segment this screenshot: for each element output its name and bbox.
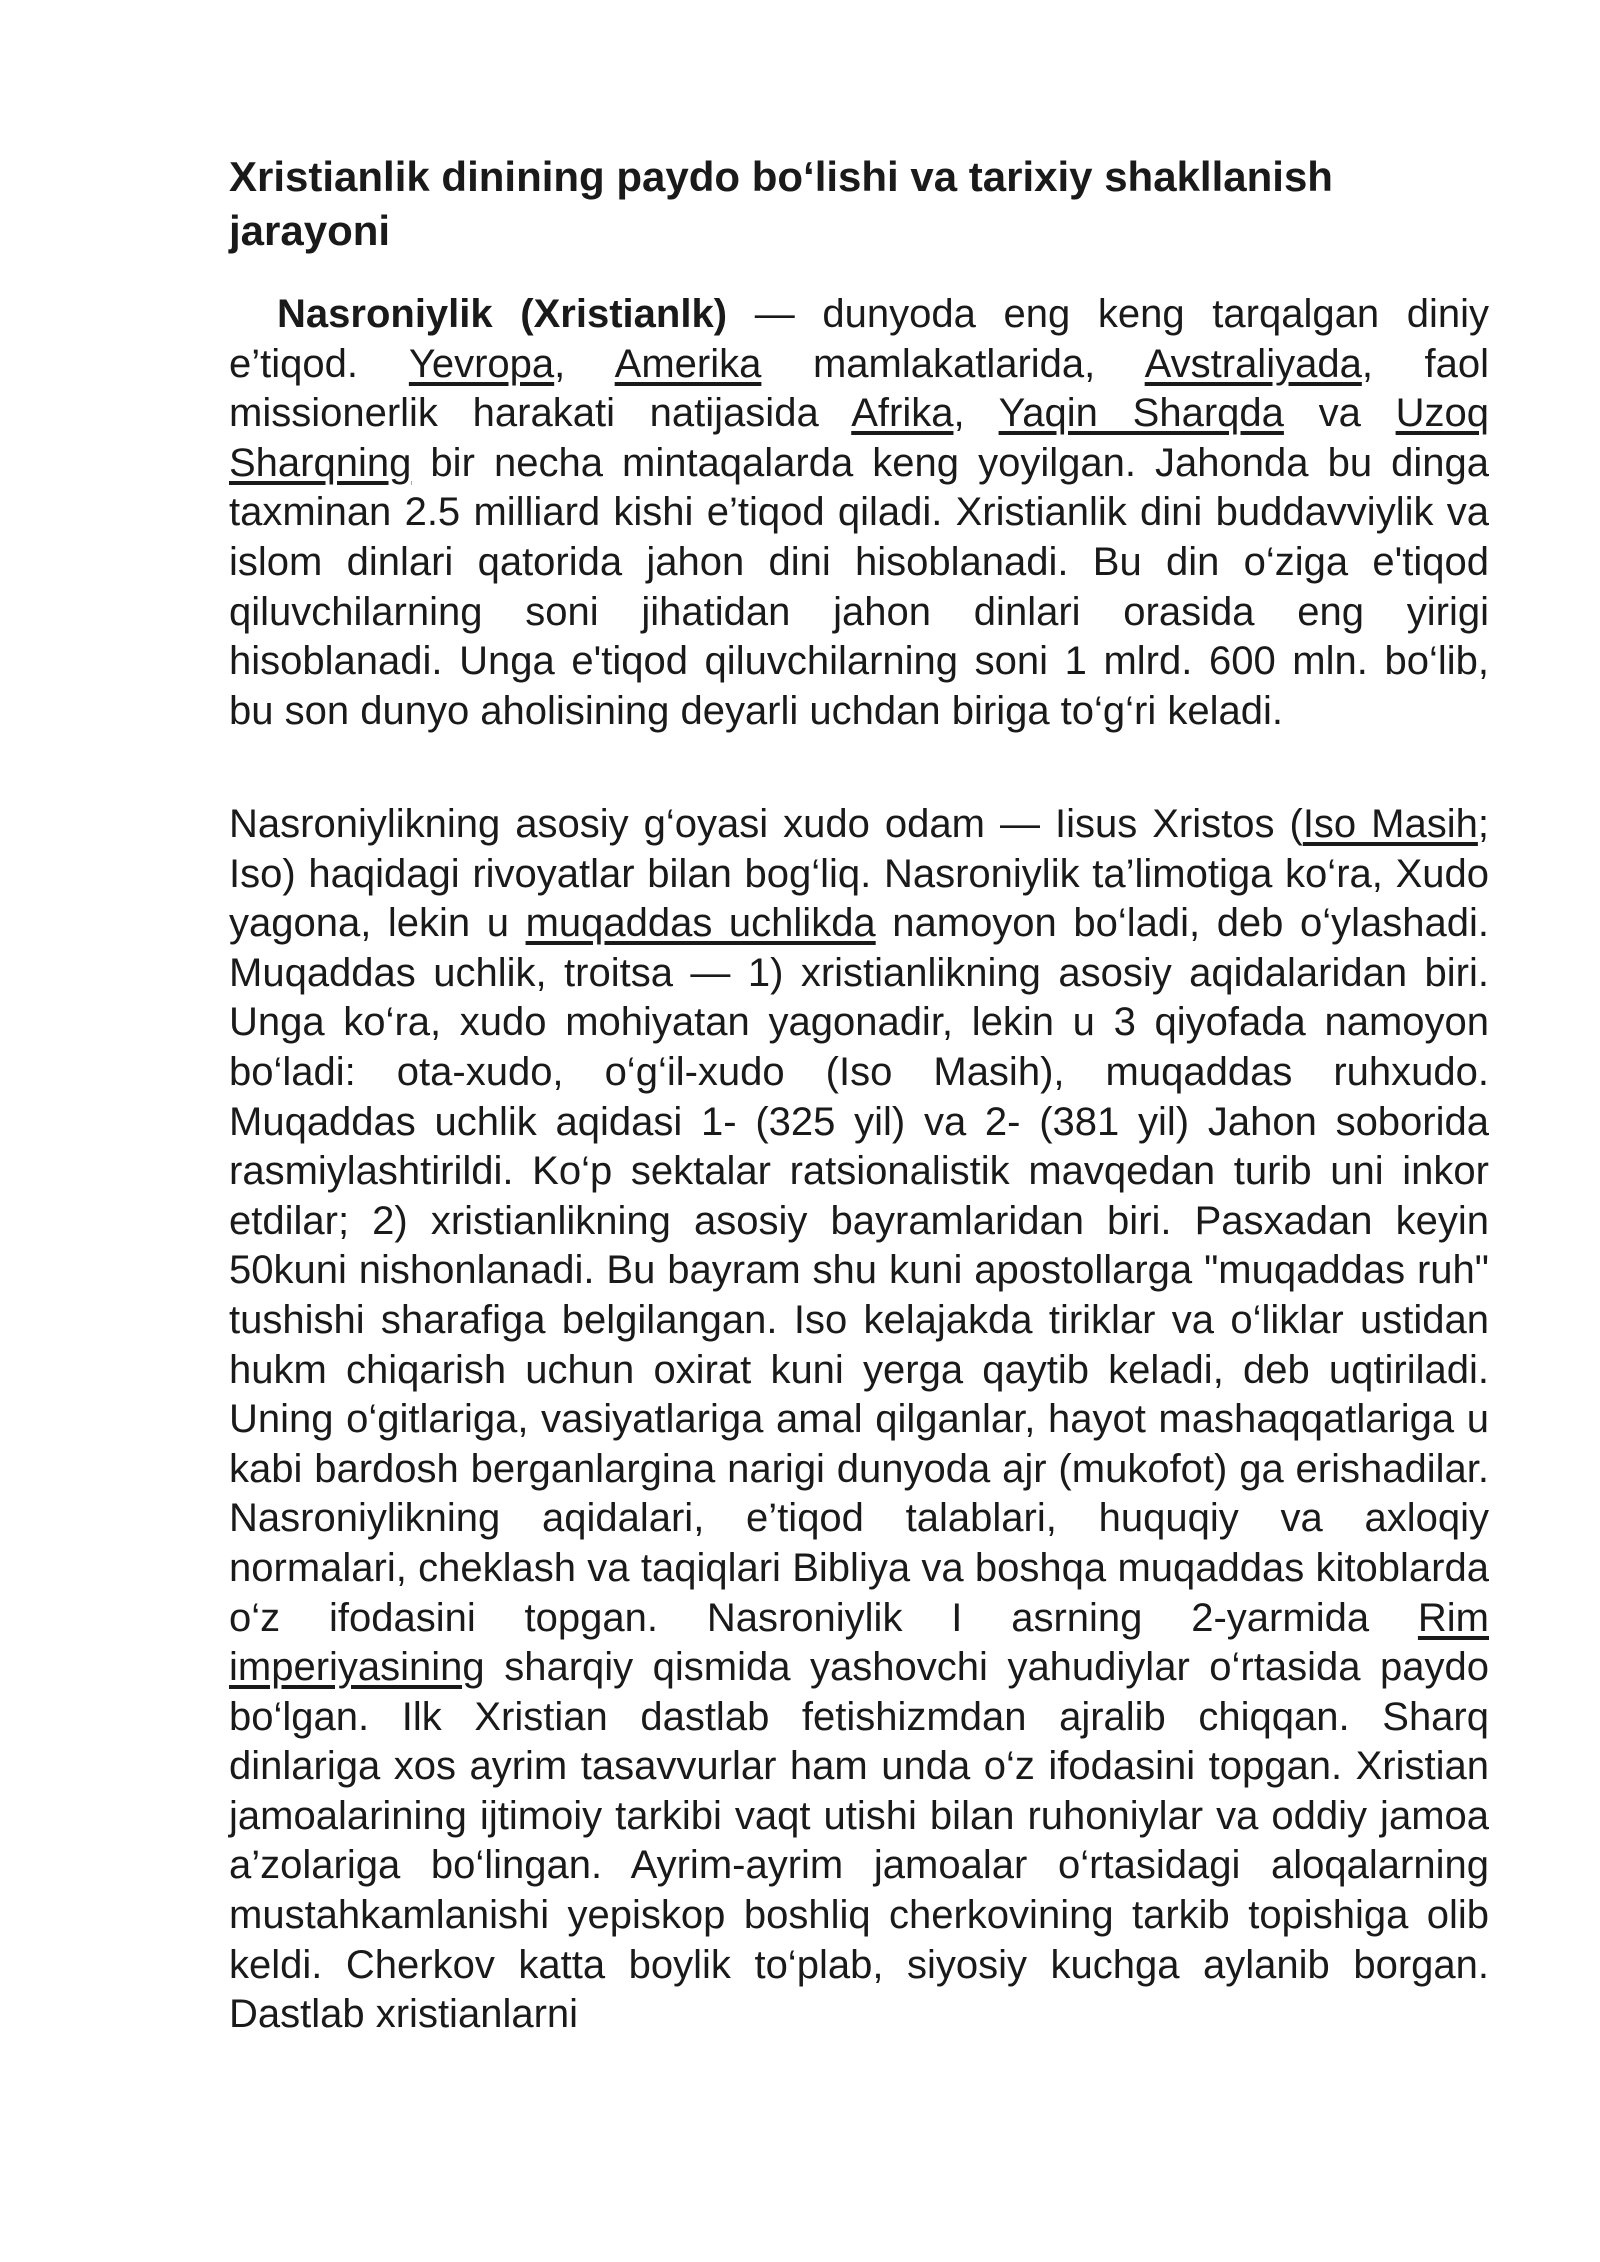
link-rim-imperiyasi[interactable]: Rim imperiyasining (229, 1595, 1489, 1690)
link-afrika[interactable]: Afrika (851, 391, 954, 436)
text-span: sharqiy qismida yashovchi yahudiylar o‘rtasida paydo bo‘lgan. Ilk Xristian dastlab fetishizmdan ajralib chiqqan. Sharq dinlariga xos ayrim tasavvurlar ham unda o‘z ifodasini topgan. Xristian jamoalarining ijtimoiy tarkibi vaqt utishi bilan ruhoniylar va oddiy jamoa a’zolariga bo‘lingan. Ayrim-ayrim jamoalar o‘rtasidagi aloqalarning mustahkamlanishi yepiskop boshliq cherkovining tarkib topishiga olib keldi. Cherkov katta boylik to‘plab, siyosiy kuchga aylanib borgan. Dastlab xristianlarni (229, 1645, 1489, 2037)
text-span: namoyon bo‘ladi, deb o‘ylashadi. Muqaddas uchlik, troitsa — 1) xristianlikning asosiy aqidalaridan biri. Unga ko‘ra, xudo mohiyatan yagonadir, lekin u 3 qiyofada namoyon bo‘ladi: ota-xudo, o‘g‘il-xudo (Iso Masih), muqaddas ruhxudo. Muqaddas uchlik aqidasi 1- (325 yil) va 2- (381 yil) Jahon soborida rasmiylashtirildi. Ko‘p sektalar ratsionalistik mavqedan turib uni inkor etdilar; 2) xristianlikning asosiy bayramlaridan biri. Pasxadan keyin 50kuni nishonlanadi. Bu bayram shu kuni apostollarga "muqaddas ruh" tushishi sharafiga belgilangan. Iso kelajakda tiriklar va o‘liklar ustidan hukm chiqarish uchun oxirat kuni yerga qaytib keladi, deb uqtiriladi. Uning o‘gitlariga, vasiyatlariga amal qilganlar, hayot mashaqqatlariga u kabi bardosh berganlargina narigi dunyoda ajr (mukofot) ga erishadilar. Nasroniylikning aqidalari, e’tiqod talablari, huquqiy va axloqiy normalari, cheklash va taqiqlari Bibliya va boshqa muqaddas kitoblarda o‘z ifodasini topgan. Nasroniylik I asrning 2-yarmida (229, 901, 1489, 1640)
text-span: mamlakatlarida, (761, 341, 1145, 386)
paragraph-1 (229, 290, 1489, 736)
document-title: Xristianlik dinining paydo bo‘lishi va tarixiy shakllanish jarayoni (229, 153, 1333, 254)
link-yaqin-sharq[interactable]: Yaqin Sharqda (998, 391, 1284, 436)
text-span: Nasroniylikning asosiy g‘oyasi xudo odam — Iisus Xristos ( (229, 802, 1303, 846)
link-iso-masih[interactable]: Iso Masih (1302, 802, 1478, 846)
link-amerika[interactable]: Amerika (614, 341, 762, 386)
text-span: — dunyoda eng keng tarqalgan diniy e’tiqod. (229, 292, 1489, 386)
text-span: , (953, 391, 999, 436)
link-avstraliya[interactable]: Avstraliyada (1144, 341, 1362, 386)
text-span: , faol missionerlik harakati natijasida (229, 341, 1490, 436)
link-uzoq-sharq[interactable]: Uzoq Sharqning (229, 391, 1489, 485)
link-yevropa[interactable]: Yevropa (408, 341, 555, 386)
text-span: va (1283, 391, 1396, 436)
text-span: ; Iso) haqidagi rivoyatlar bilan bog‘liq. Nasroniylik ta’limotiga ko‘ra, Xudo yagona, lekin u (229, 802, 1490, 946)
term-nasroniylik: Nasroniylik (Xristianlk) (277, 292, 728, 336)
text-span: bir necha mintaqalarda keng yoyilgan. Jahonda bu dinga taxminan 2.5 milliard kishi e’tiqod qiladi. Xristianlik dini buddavviylik va islom dinlari qatorida jahon dini hisoblanadi. Bu din o‘ziga e'tiqod qiluvchilarning soni jihatidan jahon dinlari orasida eng yirigi hisoblanadi. Unga e'tiqod qiluvchilarning soni 1 mlrd. 600 mln. bo‘lib, bu son dunyo aholisining deyarli uchdan biriga to‘g‘ri keladi. (229, 440, 1489, 733)
link-muqaddas-uchlik[interactable]: muqaddas uchlikda (525, 901, 876, 946)
paragraph-2 (229, 800, 1489, 2040)
text-span: , (554, 341, 615, 386)
